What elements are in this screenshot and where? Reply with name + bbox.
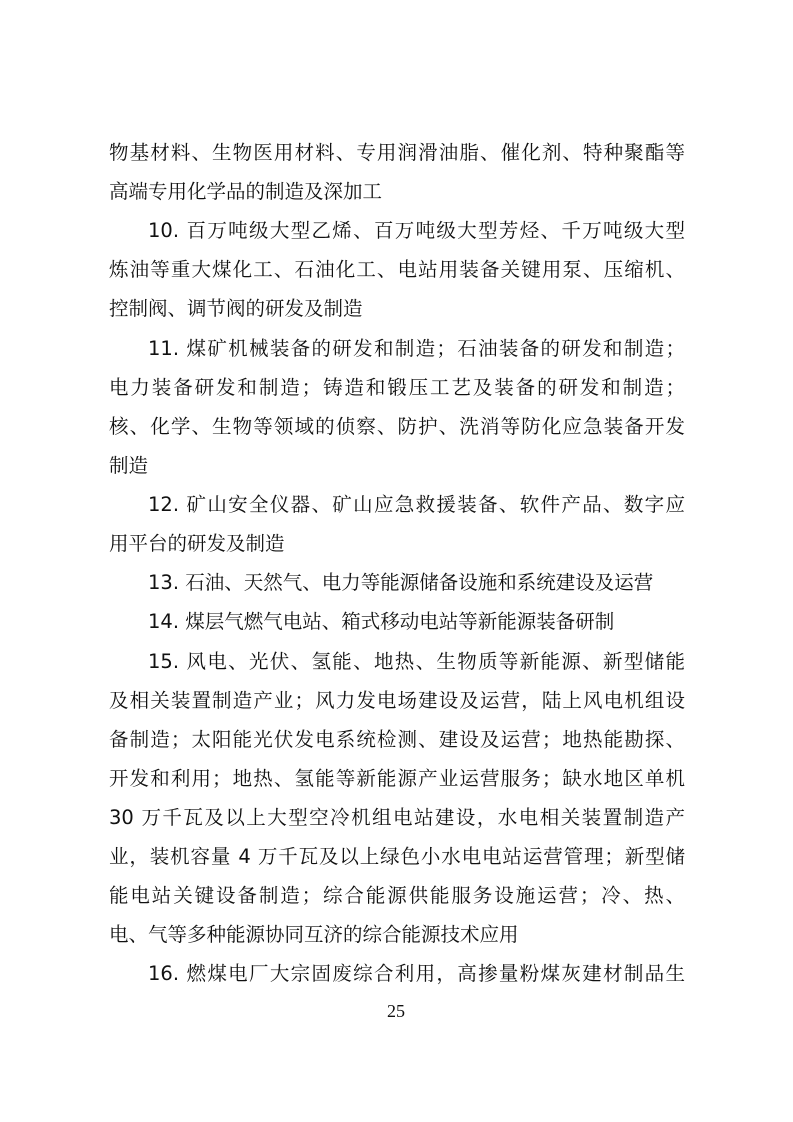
text-line: 电、气等多种能源协同互济的综合能源技术应用 xyxy=(109,923,519,946)
text-line: 业，装机容量 4 万千瓦及以上绿色小水电电站运营管理；新型储 xyxy=(109,845,685,868)
text-line: 高端专用化学品的制造及深加工 xyxy=(109,180,383,203)
text-line: 物基材料、生物医用材料、专用润滑油脂、催化剂、特种聚酯等 xyxy=(109,141,685,164)
text-line: 30 万千瓦及以上大型空冷机组电站建设，水电相关装置制造产 xyxy=(109,806,685,829)
list-item-12: 12. 矿山安全仪器、矿山应急救援装备、软件产品、数字应 xyxy=(148,493,685,516)
text-line: 开发和利用；地热、氢能等新能源产业运营服务；缺水地区单机 xyxy=(109,767,685,790)
list-item-13: 13. 石油、天然气、电力等能源储备设施和系统建设及运营 xyxy=(148,571,654,594)
list-item-15: 15. 风电、光伏、氢能、地热、生物质等新能源、新型储能 xyxy=(148,650,685,673)
text-line: 用平台的研发及制造 xyxy=(109,532,285,555)
list-item-11: 11. 煤矿机械装备的研发和制造；石油装备的研发和制造； xyxy=(148,337,685,360)
list-item-10: 10. 百万吨级大型乙烯、百万吨级大型芳烃、千万吨级大型 xyxy=(148,219,685,242)
text-line: 控制阀、调节阀的研发及制造 xyxy=(109,297,363,320)
text-line: 备制造；太阳能光伏发电系统检测、建设及运营；地热能勘探、 xyxy=(109,728,685,751)
text-line: 能电站关键设备制造；综合能源供能服务设施运营；冷、热、 xyxy=(109,884,685,907)
text-line: 及相关装置制造产业；风力发电场建设及运营，陆上风电机组设 xyxy=(109,689,685,712)
page-number: 25 xyxy=(387,1001,405,1021)
text-line: 电力装备研发和制造；铸造和锻压工艺及装备的研发和制造； xyxy=(109,376,685,399)
text-line: 炼油等重大煤化工、石油化工、电站用装备关键用泵、压缩机、 xyxy=(109,258,685,281)
list-item-14: 14. 煤层气燃气电站、箱式移动电站等新能源装备研制 xyxy=(148,610,615,633)
text-line: 制造 xyxy=(109,454,149,477)
text-line: 核、化学、生物等领域的侦察、防护、洗消等防化应急装备开发 xyxy=(109,415,685,438)
list-item-16: 16. 燃煤电厂大宗固废综合利用，高掺量粉煤灰建材制品生 xyxy=(148,962,685,985)
